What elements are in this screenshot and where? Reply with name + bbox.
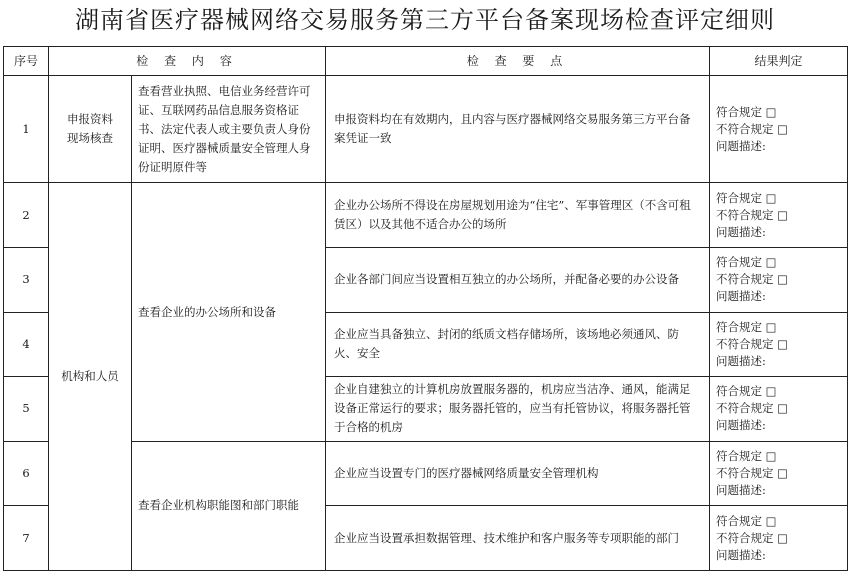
- row-item: 查看营业执照、电信业务经营许可证、互联网药品信息服务资格证书、法定代表人或主要负责人身份证明、医疗器械质量安全管理人身份证明原件等: [132, 76, 326, 183]
- header-no: 序号: [4, 47, 49, 76]
- result-pass[interactable]: 符合规定 □: [716, 255, 777, 270]
- table-row: [4, 183, 848, 248]
- group-item-org: 查看企业机构职能图和部门职能: [132, 441, 326, 570]
- row-number: 3: [4, 247, 49, 312]
- group-category: 机构和人员: [49, 183, 132, 571]
- group-item-office: 查看企业的办公场所和设备: [132, 183, 326, 441]
- row-point: 企业自建独立的计算机房放置服务器的，机房应当洁净、通风，能满足设备正常运行的要求；服务器托管的，应当有托管协议，将服务器托管于合格的机房: [326, 377, 710, 442]
- row-point: 企业应当具备独立、封闭的纸质文档存储场所，该场地必须通风、防火、安全: [326, 312, 710, 377]
- row-number: 7: [4, 506, 49, 571]
- row-point: 企业应当设置承担数据管理、技术维护和客户服务等专项职能的部门: [326, 506, 710, 571]
- row-number: 6: [4, 441, 49, 506]
- result-cell: [710, 247, 848, 312]
- result-cell: [710, 506, 848, 571]
- result-cell: [710, 312, 848, 377]
- header-result: 结果判定: [710, 47, 848, 76]
- inspection-table: [3, 46, 848, 571]
- result-desc: 问题描述:: [716, 483, 766, 498]
- result-cell: [710, 183, 848, 248]
- result-cell: [710, 377, 848, 442]
- result-cell: [710, 76, 848, 183]
- table-row: [4, 76, 848, 183]
- row-category: 申报资料现场核查: [49, 76, 132, 183]
- result-desc: 问题描述:: [716, 418, 766, 433]
- page-title: 湖南省医疗器械网络交易服务第三方平台备案现场检查评定细则: [75, 6, 775, 34]
- result-desc: 问题描述:: [716, 138, 766, 153]
- row-number: 4: [4, 312, 49, 377]
- result-pass[interactable]: 符合规定 □: [716, 384, 777, 399]
- result-fail[interactable]: 不符合规定 □: [716, 207, 789, 222]
- result-fail[interactable]: 不符合规定 □: [716, 530, 789, 545]
- result-fail[interactable]: 不符合规定 □: [716, 466, 789, 481]
- result-pass[interactable]: 符合规定 □: [716, 319, 777, 334]
- header-points: 检 查 要 点: [326, 47, 710, 76]
- result-desc: 问题描述:: [716, 289, 766, 304]
- row-number: 1: [4, 76, 49, 183]
- result-fail[interactable]: 不符合规定 □: [716, 401, 789, 416]
- result-pass[interactable]: 符合规定 □: [716, 190, 777, 205]
- result-pass[interactable]: 符合规定 □: [716, 513, 777, 528]
- result-cell: [710, 441, 848, 506]
- row-point: 企业办公场所不得设在房屋规划用途为“住宅”、军事管理区（不含可租赁区）以及其他不适合办公的场所: [326, 183, 710, 248]
- result-desc: 问题描述:: [716, 224, 766, 239]
- result-desc: 问题描述:: [716, 547, 766, 562]
- row-number: 5: [4, 377, 49, 442]
- result-fail[interactable]: 不符合规定 □: [716, 272, 789, 287]
- result-fail[interactable]: 不符合规定 □: [716, 121, 789, 136]
- header-row: [4, 47, 848, 76]
- row-point: 企业各部门间应当设置相互独立的办公场所，并配备必要的办公设备: [326, 247, 710, 312]
- row-point: 申报资料均在有效期内，且内容与医疗器械网络交易服务第三方平台备案凭证一致: [326, 76, 710, 183]
- header-content: 检 查 内 容: [49, 47, 326, 76]
- row-number: 2: [4, 183, 49, 248]
- result-pass[interactable]: 符合规定 □: [716, 449, 777, 464]
- result-pass[interactable]: 符合规定 □: [716, 104, 777, 119]
- row-point: 企业应当设置专门的医疗器械网络质量安全管理机构: [326, 441, 710, 506]
- result-desc: 问题描述:: [716, 353, 766, 368]
- result-fail[interactable]: 不符合规定 □: [716, 336, 789, 351]
